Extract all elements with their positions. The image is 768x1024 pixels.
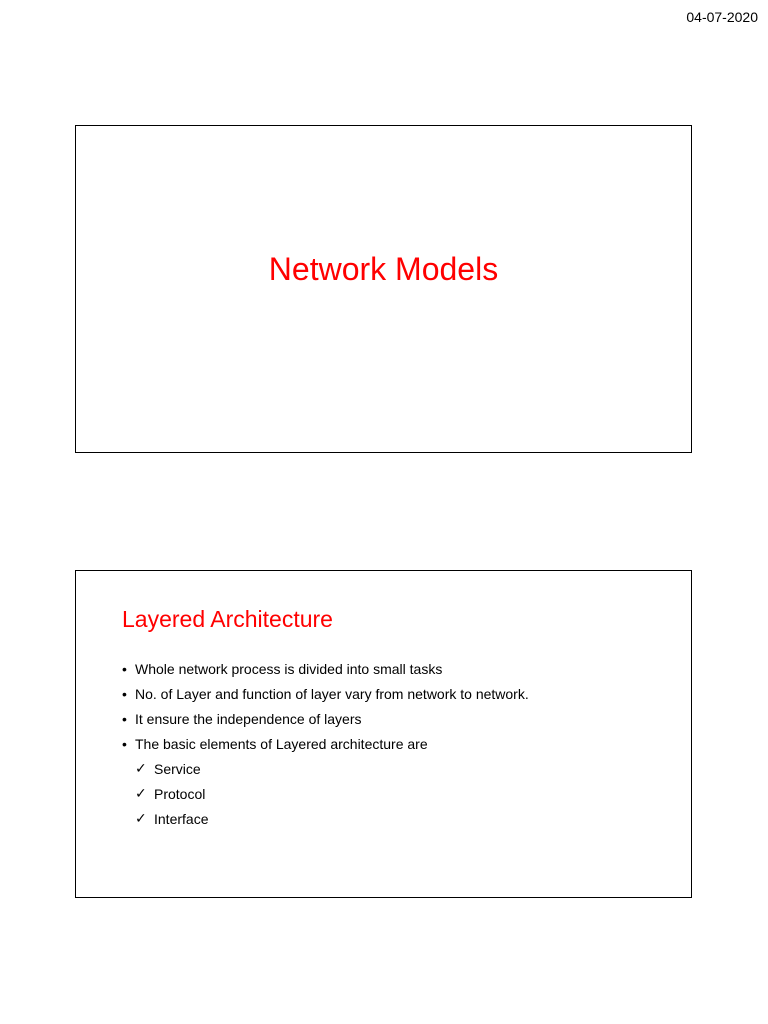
sub-bullet-list — [135, 757, 529, 832]
bullet-text: No. of Layer and function of layer vary from network to network. — [135, 686, 529, 702]
bullet-dot-icon: • — [122, 686, 127, 702]
sub-bullet-text: Interface — [154, 811, 209, 827]
slide-1-title: Network Models — [268, 251, 499, 287]
checkmark-icon: ✓ — [135, 786, 147, 802]
bullet-text: It ensure the independence of layers — [135, 711, 362, 727]
bullet-dot-icon: • — [122, 711, 127, 727]
sub-bullet-text: Protocol — [154, 786, 206, 802]
list-item — [122, 707, 529, 732]
bullet-dot-icon: • — [122, 661, 127, 677]
slide-2-title: Layered Architecture — [122, 606, 333, 632]
checkmark-icon: ✓ — [135, 761, 147, 777]
slide-1 — [75, 125, 692, 453]
bullet-dot-icon: • — [122, 736, 127, 752]
checkmark-icon: ✓ — [135, 811, 147, 827]
bullet-text: Whole network process is divided into small tasks — [135, 661, 443, 677]
sub-list-item — [135, 782, 529, 807]
list-item — [122, 682, 529, 707]
bullet-text: The basic elements of Layered architecture are — [135, 736, 428, 752]
bullet-list — [122, 657, 529, 832]
slide-2 — [75, 570, 692, 898]
page-date: 04-07-2020 — [686, 9, 758, 25]
sub-list-item — [135, 757, 529, 782]
sub-bullet-text: Service — [154, 761, 201, 777]
sub-list-item — [135, 807, 529, 832]
list-item — [122, 732, 529, 832]
list-item — [122, 657, 529, 682]
